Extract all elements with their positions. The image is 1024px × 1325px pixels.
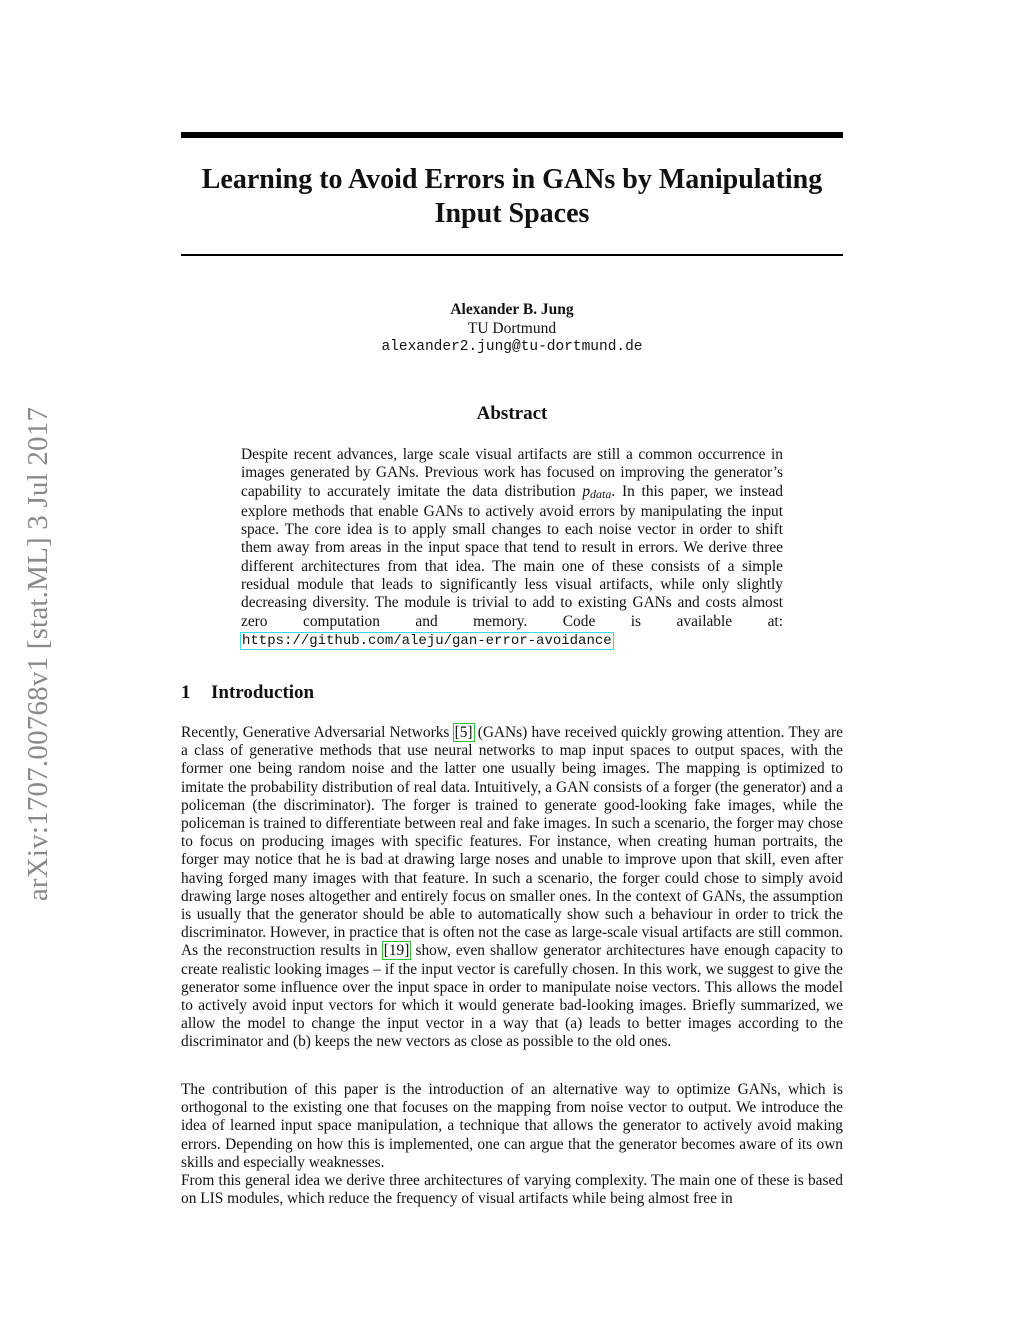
intro-p3: From this general idea we derive three architectures of varying complexity. The main one of these is based on LIS modules, which reduce the frequency of visual artifacts while being almost free in bbox=[181, 1172, 843, 1208]
code-url-link[interactable]: https://github.com/aleju/gan-error-avoidance bbox=[242, 632, 612, 649]
title-top-rule bbox=[181, 132, 843, 138]
citation-link-19[interactable]: [19] bbox=[383, 942, 410, 960]
math-p: p bbox=[582, 482, 591, 500]
section-title: Introduction bbox=[211, 682, 315, 703]
intro-p1-b: (GANs) have received quickly growing attention. They are a class of generative methods that use neural networks to map input spaces to output spaces, with the former one being random noise and the latter one usually being images. The mapping is optimized to imitate the probability distribution of real data. Intuitively, a GAN consists of a forger (the generator) and a policeman (the discriminator). The forger is trained to generate good-looking fake images, while the policeman is trained to differentiate between real and fake images. In such a scenario, the forger may chose to focus on producing images with specific features. For instance, when creating human portraits, the forger may notice that he is bad at drawing large noses and unable to improve upon that skill, even after having forged many images with that feature. In such a scenario, the forger could chose to simply avoid drawing large noses altogether and entirely focus on smaller ones. In the context of GANs, the assumption is usually that the generator should be able to automatically show such a behaviour in order to trick the discriminator. However, in practice that is often not the case as large-scale visual artifacts are still common. As the reconstruction results in bbox=[181, 724, 843, 960]
section-heading-introduction bbox=[181, 682, 314, 704]
citation-link-5[interactable]: [5] bbox=[454, 724, 473, 741]
arxiv-side-stamp: arXiv:1707.00768v1 [stat.ML] 3 Jul 2017 bbox=[22, 406, 54, 902]
author-name: Alexander B. Jung bbox=[450, 301, 574, 318]
section-number: 1 bbox=[181, 682, 191, 703]
abstract-body bbox=[241, 446, 783, 650]
abstract-heading: Abstract bbox=[476, 403, 548, 424]
abstract-text-2: . In this paper, we instead explore methods that enable GANs to actively avoid errors by manipulating the input space. The core idea is to apply small changes to each noise vector in order to shift them away from areas in the input space that tend to result in errors. We derive three different architectures from that idea. The main one of these consists of a simple residual module that leads to significantly less visual artifacts, while only slightly decreasing diversity. The module is trivial to add to existing GANs and costs almost zero computation and memory. Code is available at: bbox=[241, 482, 783, 630]
intro-p1-a: Recently, Generative Adversarial Networks bbox=[181, 724, 454, 741]
author-affiliation: TU Dortmund bbox=[467, 320, 557, 337]
intro-paragraph-1 bbox=[181, 724, 843, 1052]
intro-paragraph-2 bbox=[181, 1081, 843, 1208]
math-subscript-data: data bbox=[590, 486, 612, 501]
abstract-text-1: Despite recent advances, large scale visual artifacts are still a common occurrence in images generated by GANs. Previous work has focused on improving the generator’s capability to accurately imitate the data distribution bbox=[241, 446, 783, 500]
math-p-data bbox=[582, 483, 611, 500]
title-bottom-rule bbox=[181, 254, 843, 256]
intro-p1-c: show, even shallow generator architectures have enough capacity to create realistic looking images – if the input vector is carefully chosen. In this work, we suggest to give the generator some influence over the input space in order to manipulate noise vectors. This allows the model to actively avoid input vectors for which it would generate bad-looking images. Briefly summarized, we allow the model to change the input vector in a way that (a) leads to better images according to the discriminator and (b) keeps the new vectors as close as possible to the old ones. bbox=[181, 942, 843, 1051]
author-block bbox=[181, 300, 843, 357]
intro-p2: The contribution of this paper is the introduction of an alternative way to optimize GANs, which is orthogonal to the existing one that focuses on the mapping from noise vector to output. We introduce the idea of learned input space manipulation, a technique that allows the generator to actively avoid making errors. Depending on how this is implemented, one can argue that the generator becomes aware of its own skills and especially weaknesses. bbox=[181, 1081, 843, 1171]
author-email[interactable]: alexander2.jung@tu-dortmund.de bbox=[381, 339, 643, 355]
paper-title: Learning to Avoid Errors in GANs by Manipulating Input Spaces bbox=[201, 164, 823, 229]
